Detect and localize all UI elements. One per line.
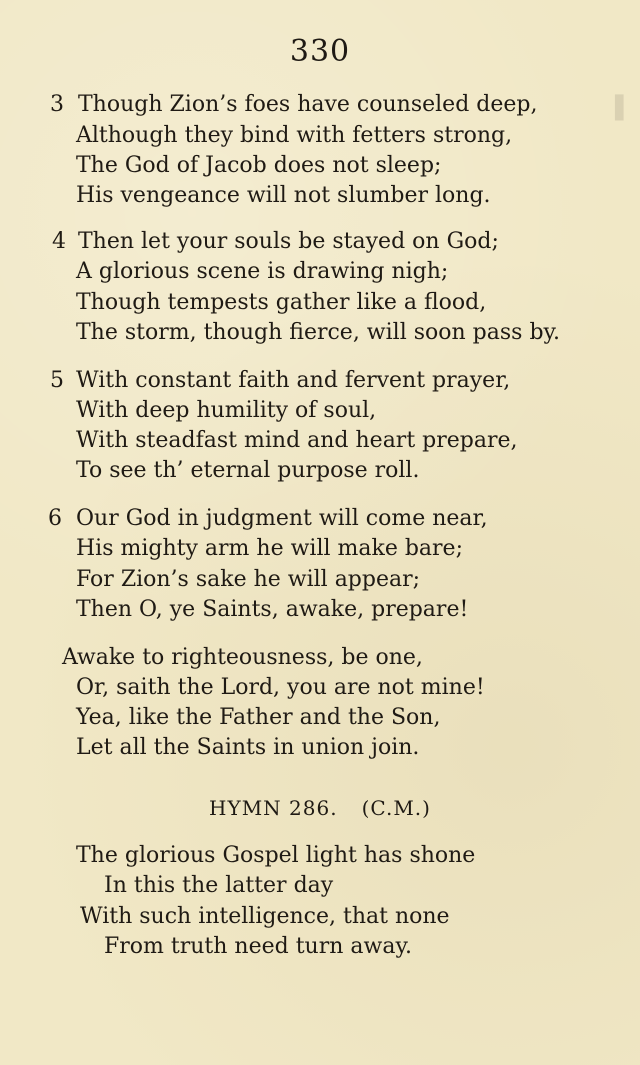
hymn-heading (0, 796, 640, 820)
verse-line: The storm, though fierce, will soon pass by. (76, 320, 561, 345)
verse-line: Or, saith the Lord, you are not mine! (76, 675, 485, 700)
verse-line: For Zion’s sake he will appear; (76, 567, 421, 592)
verse-number: 3 (50, 92, 64, 117)
verse-number: 4 (52, 229, 66, 254)
hymn-meter: (C.M.) (361, 796, 431, 820)
verse-line: Yea, like the Father and the Son, (76, 705, 441, 730)
hymn-line: With such intelligence, that none (80, 904, 450, 929)
verse-number: 6 (48, 506, 62, 531)
verse-line: With deep humility of soul, (76, 398, 377, 423)
page-number: 330 (289, 34, 351, 69)
verse-number: 5 (50, 368, 64, 393)
verse-line: The God of Jacob does not sleep; (76, 153, 442, 178)
verse-line: Let all the Saints in union join. (76, 735, 420, 760)
verse-line: Though Zion’s foes have counseled deep, (78, 92, 538, 117)
verse-line: His vengeance will not slumber long. (76, 183, 491, 208)
verse-line: Then O, ye Saints, awake, prepare! (76, 597, 469, 622)
bleed-through-decoration: ▌ (615, 96, 632, 121)
verse-line: To see th’ eternal purpose roll. (76, 458, 420, 483)
hymn-line: The glorious Gospel light has shone (76, 843, 476, 868)
verse-line: Awake to righteousness, be one, (62, 645, 423, 670)
verse-line: Then let your souls be stayed on God; (78, 229, 499, 254)
hymn-line: In this the latter day (104, 873, 334, 898)
verse-line: His mighty arm he will make bare; (76, 536, 463, 561)
verse-line: Though tempests gather like a flood, (76, 290, 487, 315)
verse-line: Our God in judgment will come near, (76, 506, 488, 531)
verse-line: A glorious scene is drawing nigh; (76, 259, 449, 284)
verse-line: With constant faith and fervent prayer, (76, 368, 511, 393)
hymn-line: From truth need turn away. (104, 934, 412, 959)
hymn-title: HYMN 286. (209, 796, 338, 820)
verse-line: Although they bind with fetters strong, (76, 123, 513, 148)
verse-line: With steadfast mind and heart prepare, (76, 428, 518, 453)
